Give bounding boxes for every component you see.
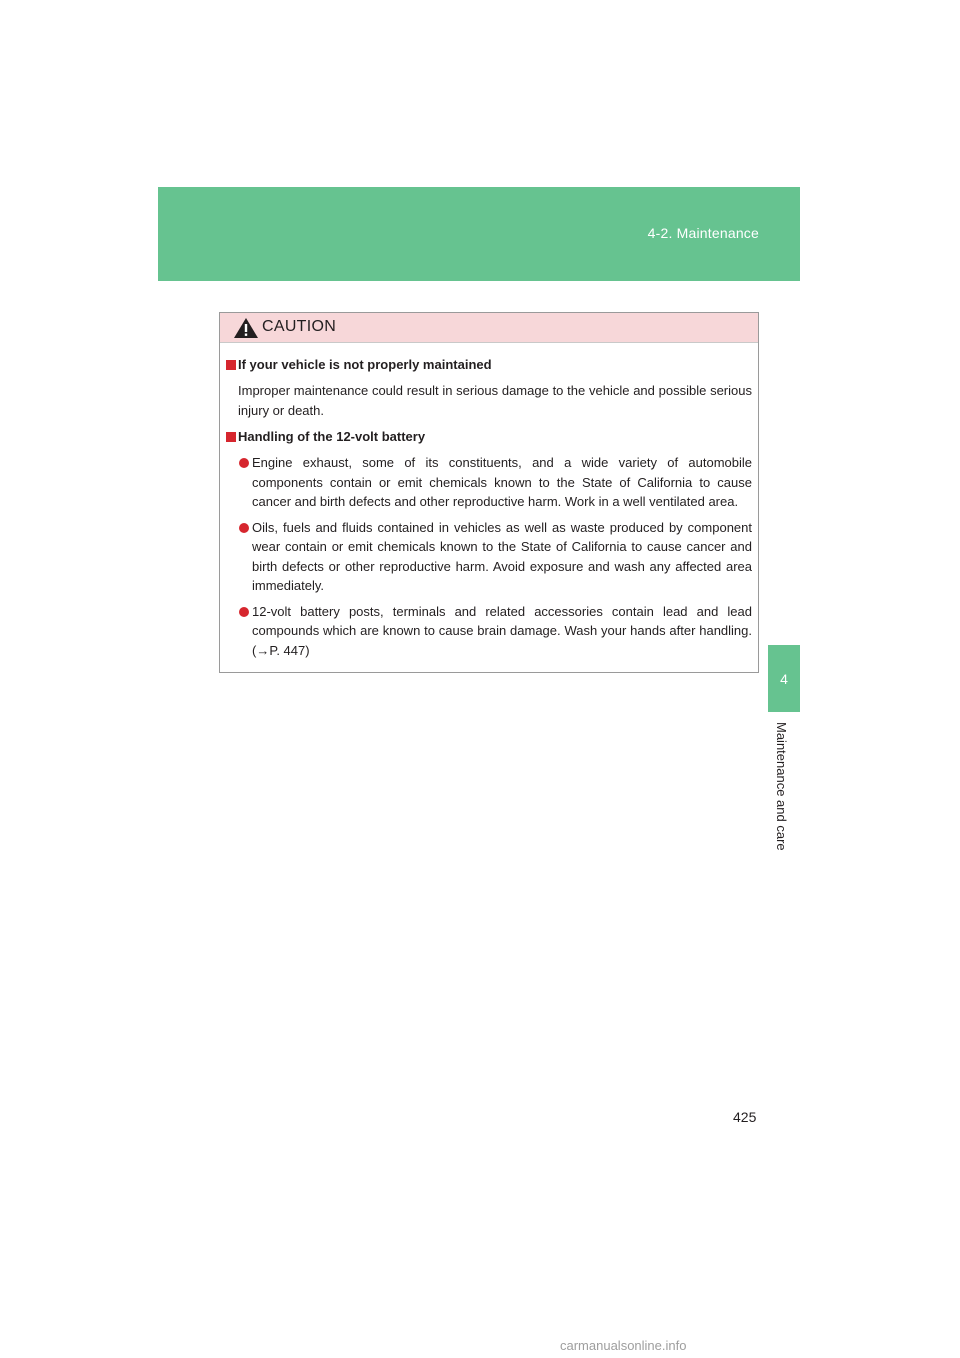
caution-body (220, 343, 758, 660)
caution-topic-maintenance (225, 355, 752, 420)
caution-topic-battery (225, 427, 752, 660)
list-item-text: Engine exhaust, some of its constituents, and a wide variety of automobile components contain or emit chemicals known to the State of California to cause cancer and birth defects and other reproductive harm. Work in a well ventilated area. (252, 455, 752, 509)
warning-triangle-icon (233, 317, 259, 339)
chapter-label: Maintenance and care (774, 722, 789, 851)
list-item-text: Oils, fuels and fluids contained in vehicles as well as waste produced by component wear contain or emit chemicals known to the State of California to cause cancer and birth defects or other reproductive harm. Avoid exposure and wash any affected area immediately. (252, 519, 752, 593)
chapter-side-label (768, 722, 800, 882)
square-bullet-icon (226, 360, 236, 370)
topic-heading-text: If your vehicle is not properly maintained (238, 357, 492, 372)
topic-heading (225, 427, 752, 447)
page-number: 425 (733, 1109, 757, 1125)
list-item (225, 453, 752, 512)
topic-text: Improper maintenance could result in serious damage to the vehicle and possible serious injury or death. (238, 383, 752, 418)
list-item (225, 518, 752, 596)
round-bullet-icon (239, 523, 249, 533)
section-title: 4-2. Maintenance (647, 225, 759, 241)
topic-heading-text: Handling of the 12-volt battery (238, 429, 426, 444)
list-item (225, 602, 752, 661)
caution-box (219, 312, 759, 673)
chapter-number: 4 (780, 670, 788, 687)
round-bullet-icon (239, 607, 249, 617)
list-item-text: 12-volt battery posts, terminals and related accessories contain lead and lead compounds which are known to cause brain damage. Wash your hands after handling. (→P. 447) (252, 603, 752, 658)
caution-title: CAUTION (262, 318, 337, 335)
watermark: carmanualsonline.info (560, 1338, 687, 1353)
caution-header (220, 313, 758, 343)
round-bullet-icon (239, 458, 249, 468)
chapter-header-band (158, 187, 800, 281)
chapter-tab[interactable] (768, 645, 800, 712)
topic-heading (225, 355, 752, 375)
square-bullet-icon (226, 432, 236, 442)
